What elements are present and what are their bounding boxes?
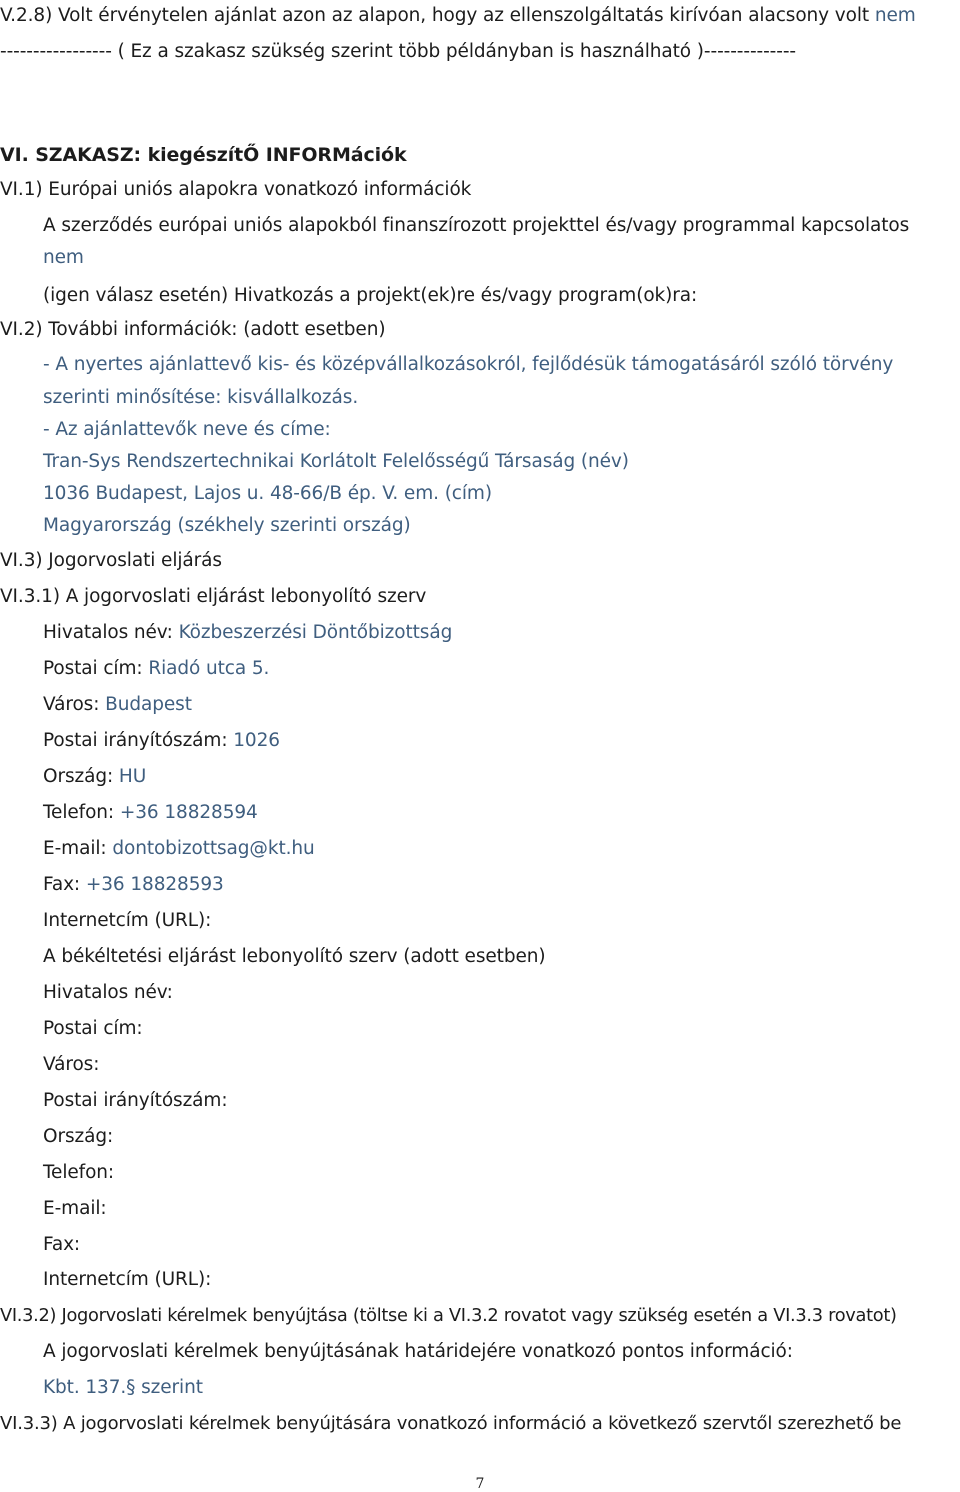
review-body-field [43,909,211,933]
field-label: Hivatalos név: [43,622,179,643]
field-value: 1026 [233,730,280,751]
field-label: Város: [43,694,106,715]
mediation-heading: A békéltetési eljárást lebonyolító szerv (adott esetben) [43,946,546,967]
review-body-field [43,657,269,681]
vi2-line: 1036 Budapest, Lajos u. 48-66/B ép. V. em. (cím) [43,483,492,504]
v28-label: V.2.8) Volt érvénytelen ajánlat azon az alapon, hogy az ellenszolgáltatás kirívóan alacsony volt [0,5,875,26]
vi1-answer: nem [43,247,84,268]
vi32-deadline-value: Kbt. 137.§ szerint [43,1377,203,1398]
vi31-heading: VI.3.1) A jogorvoslati eljárást lebonyolító szerv [0,586,427,607]
field-value: HU [118,766,147,787]
mediation-field: E-mail: [43,1198,107,1219]
vi2-line: - A nyertes ajánlattevő kis- és középvállalkozásokról, fejlődésük támogatásáról szóló törvény [43,354,894,375]
field-value: +36 18828593 [85,874,224,895]
field-label: Telefon: [43,802,120,823]
field-value: dontobizottsag@kt.hu [112,838,315,859]
review-body-field [43,621,452,645]
field-value: Riadó utca 5. [148,658,270,679]
vi2-line: Tran-Sys Rendszertechnikai Korlátolt Felelősségű Társaság (név) [43,451,629,472]
field-label: Internetcím (URL): [43,910,212,931]
v28-line [0,4,916,28]
field-label: E-mail: [43,838,113,859]
vi32-deadline-label: A jogorvoslati kérelmek benyújtásának határidejére vonatkozó pontos információ: [43,1341,793,1362]
vi1-question: A szerződés európai uniós alapokból finanszírozott projekttel és/vagy programmal kapcsolatos [43,215,910,236]
vi2-heading: VI.2) További információk: (adott esetben) [0,319,386,340]
mediation-field: Internetcím (URL): [43,1269,212,1290]
review-body-field [43,801,258,825]
mediation-field: Postai irányítószám: [43,1090,228,1111]
field-label: Fax: [43,874,86,895]
field-label: Postai irányítószám: [43,730,234,751]
vi1-heading: VI.1) Európai uniós alapokra vonatkozó információk [0,179,472,200]
field-label: Ország: [43,766,119,787]
field-value: +36 18828594 [119,802,258,823]
v28-value: nem [874,5,916,26]
vi3-heading: VI.3) Jogorvoslati eljárás [0,550,222,571]
review-body-field [43,873,224,897]
section-separator: ----------------- ( Ez a szakasz szükség szerint több példányban is használható )-------------- [0,41,796,62]
review-body-field [43,837,315,861]
review-body-field [43,693,192,717]
mediation-field: Fax: [43,1234,81,1255]
vi33-heading: VI.3.3) A jogorvoslati kérelmek benyújtására vonatkozó információ a következő szervtől szerezhető be [0,1413,902,1434]
vi2-line: - Az ajánlattevők neve és címe: [43,419,331,440]
page-number: 7 [475,1476,485,1492]
review-body-field [43,765,146,789]
mediation-field: Hivatalos név: [43,982,173,1003]
review-body-field [43,729,280,753]
vi2-line: szerinti minősítése: kisvállalkozás. [43,387,359,408]
section-title: VI. SZAKASZ: kiegészítŐ INFORMációk [0,144,407,166]
vi1-reference: (igen válasz esetén) Hivatkozás a projekt(ek)re és/vagy program(ok)ra: [43,285,698,306]
mediation-field: Város: [43,1054,100,1075]
vi32-heading: VI.3.2) Jogorvoslati kérelmek benyújtása (töltse ki a VI.3.2 rovatot vagy szükség esetén a VI.3.3 rovatot) [0,1305,897,1326]
field-value: Budapest [105,694,192,715]
field-value: Közbeszerzési Döntőbizottság [178,622,453,643]
field-label: Postai cím: [43,658,149,679]
mediation-field: Telefon: [43,1162,115,1183]
vi2-line: Magyarország (székhely szerinti ország) [43,515,411,536]
mediation-field: Ország: [43,1126,114,1147]
mediation-field: Postai cím: [43,1018,143,1039]
